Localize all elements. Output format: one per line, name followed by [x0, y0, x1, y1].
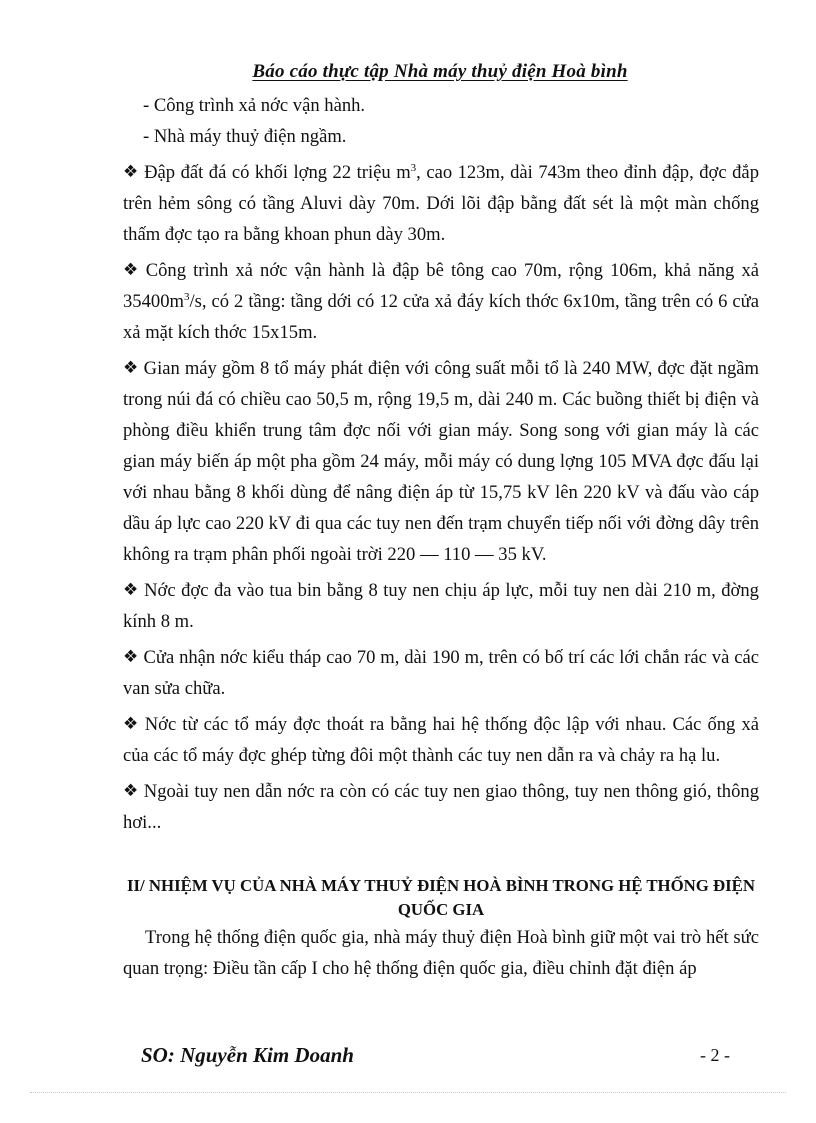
- diamond-bullet-icon: ❖: [123, 781, 139, 801]
- bullet-text: Gian máy gồm 8 tổ máy phát điện với công suất mỗi tổ là 240 MW, đợc đặt ngầm trong núi đá có chiều cao 50,5 m, rộng 19,5 m, dài 240 m. Các buồng thiết bị điện và phòng điều khiển trung tâm đợc nối với gian máy. Song song với gian máy là các gian máy biến áp một pha gồm 24 máy, mỗi máy có dung lợng 105 MVA đợc đấu lại với nhau bằng 8 khối dùng để nâng điện áp từ 15,75 kV lên 220 kV và đấu vào cáp dầu áp lực cao 220 kV đi qua các tuy nen đến trạm chuyển tiếp nối với đờng dây trên không ra trạm phân phối ngoài trời 220 — 110 — 35 kV.: [123, 358, 759, 565]
- bullet-text: Đập đất đá có khối lợng 22 triệu m: [144, 162, 411, 183]
- superscript: 3: [410, 161, 417, 174]
- bullet-text: /s, có 2 tầng: tầng dới có 12 cửa xả đáy kích thớc 6x10m, tầng trên có 6 cửa xả mặt kích thớc 15x15m.: [123, 291, 759, 343]
- bullet-paragraph: [123, 157, 759, 250]
- diamond-bullet-icon: ❖: [123, 260, 141, 280]
- superscript: 3: [183, 290, 190, 303]
- section-heading: II/ NHIỆM VỤ CỦA NHÀ MÁY THUỶ ĐIỆN HOÀ BÌNH TRONG HỆ THỐNG ĐIỆN QUỐC GIA: [127, 876, 755, 919]
- bullet-text: Nớc đợc đa vào tua bin bằng 8 tuy nen chịu áp lực, mỗi tuy nen dài 210 m, đờng kính 8 m.: [123, 580, 759, 632]
- page-header: Báo cáo thực tập Nhà máy thuỷ điện Hoà bình: [252, 61, 628, 82]
- bottom-divider: [30, 1092, 786, 1093]
- diamond-bullet-icon: ❖: [123, 647, 139, 667]
- dash-item: - Công trình xả nớc vận hành.: [143, 95, 366, 116]
- document-body: [123, 90, 759, 984]
- bullet-paragraph: [123, 575, 759, 637]
- bullet-paragraph: [123, 353, 759, 570]
- bullet-text: Nớc từ các tổ máy đợc thoát ra bằng hai hệ thống độc lập với nhau. Các ống xả của các tổ máy đợc ghép từng đôi một thành các tuy nen dẫn ra và chảy ra hạ lu.: [123, 714, 759, 766]
- bullet-paragraph: [123, 255, 759, 348]
- page-number: - 2 -: [700, 1045, 730, 1065]
- bullet-paragraph: [123, 776, 759, 838]
- bullet-text: Công trình xả nớc vận hành là đập bê tông cao 70m, rộng 106m, khả năng xả 35400m: [123, 260, 759, 312]
- diamond-bullet-icon: ❖: [123, 162, 140, 182]
- diamond-bullet-icon: ❖: [123, 714, 140, 734]
- diamond-bullet-icon: ❖: [123, 358, 139, 378]
- bullet-paragraph: [123, 709, 759, 771]
- section-paragraph: Trong hệ thống điện quốc gia, nhà máy thuỷ điện Hoà bình giữ một vai trò hết sức quan trọng: Điều tần cấp I cho hệ thống điện quốc gia, điều chỉnh đặt điện áp: [123, 927, 759, 979]
- bullet-paragraph: [123, 642, 759, 704]
- bullet-text: Ngoài tuy nen dẫn nớc ra còn có các tuy nen giao thông, tuy nen thông gió, thông hơi...: [123, 781, 759, 833]
- bullet-text: , cao 123m, dài 743m theo đỉnh đập, đợc đắp trên hẻm sông có tầng Aluvi dày 70m. Dới lõi đập bằng đất sét là một màn chống thấm đợc tạo ra bằng khoan phun dày 30m.: [123, 162, 759, 245]
- bullet-text: Cửa nhận nớc kiểu tháp cao 70 m, dài 190 m, trên có bố trí các lới chắn rác và các van sửa chữa.: [123, 647, 759, 699]
- footer-author: SO: Nguyễn Kim Doanh: [141, 1043, 354, 1067]
- dash-item: - Nhà máy thuỷ điện ngầm.: [143, 126, 347, 147]
- diamond-bullet-icon: ❖: [123, 580, 140, 600]
